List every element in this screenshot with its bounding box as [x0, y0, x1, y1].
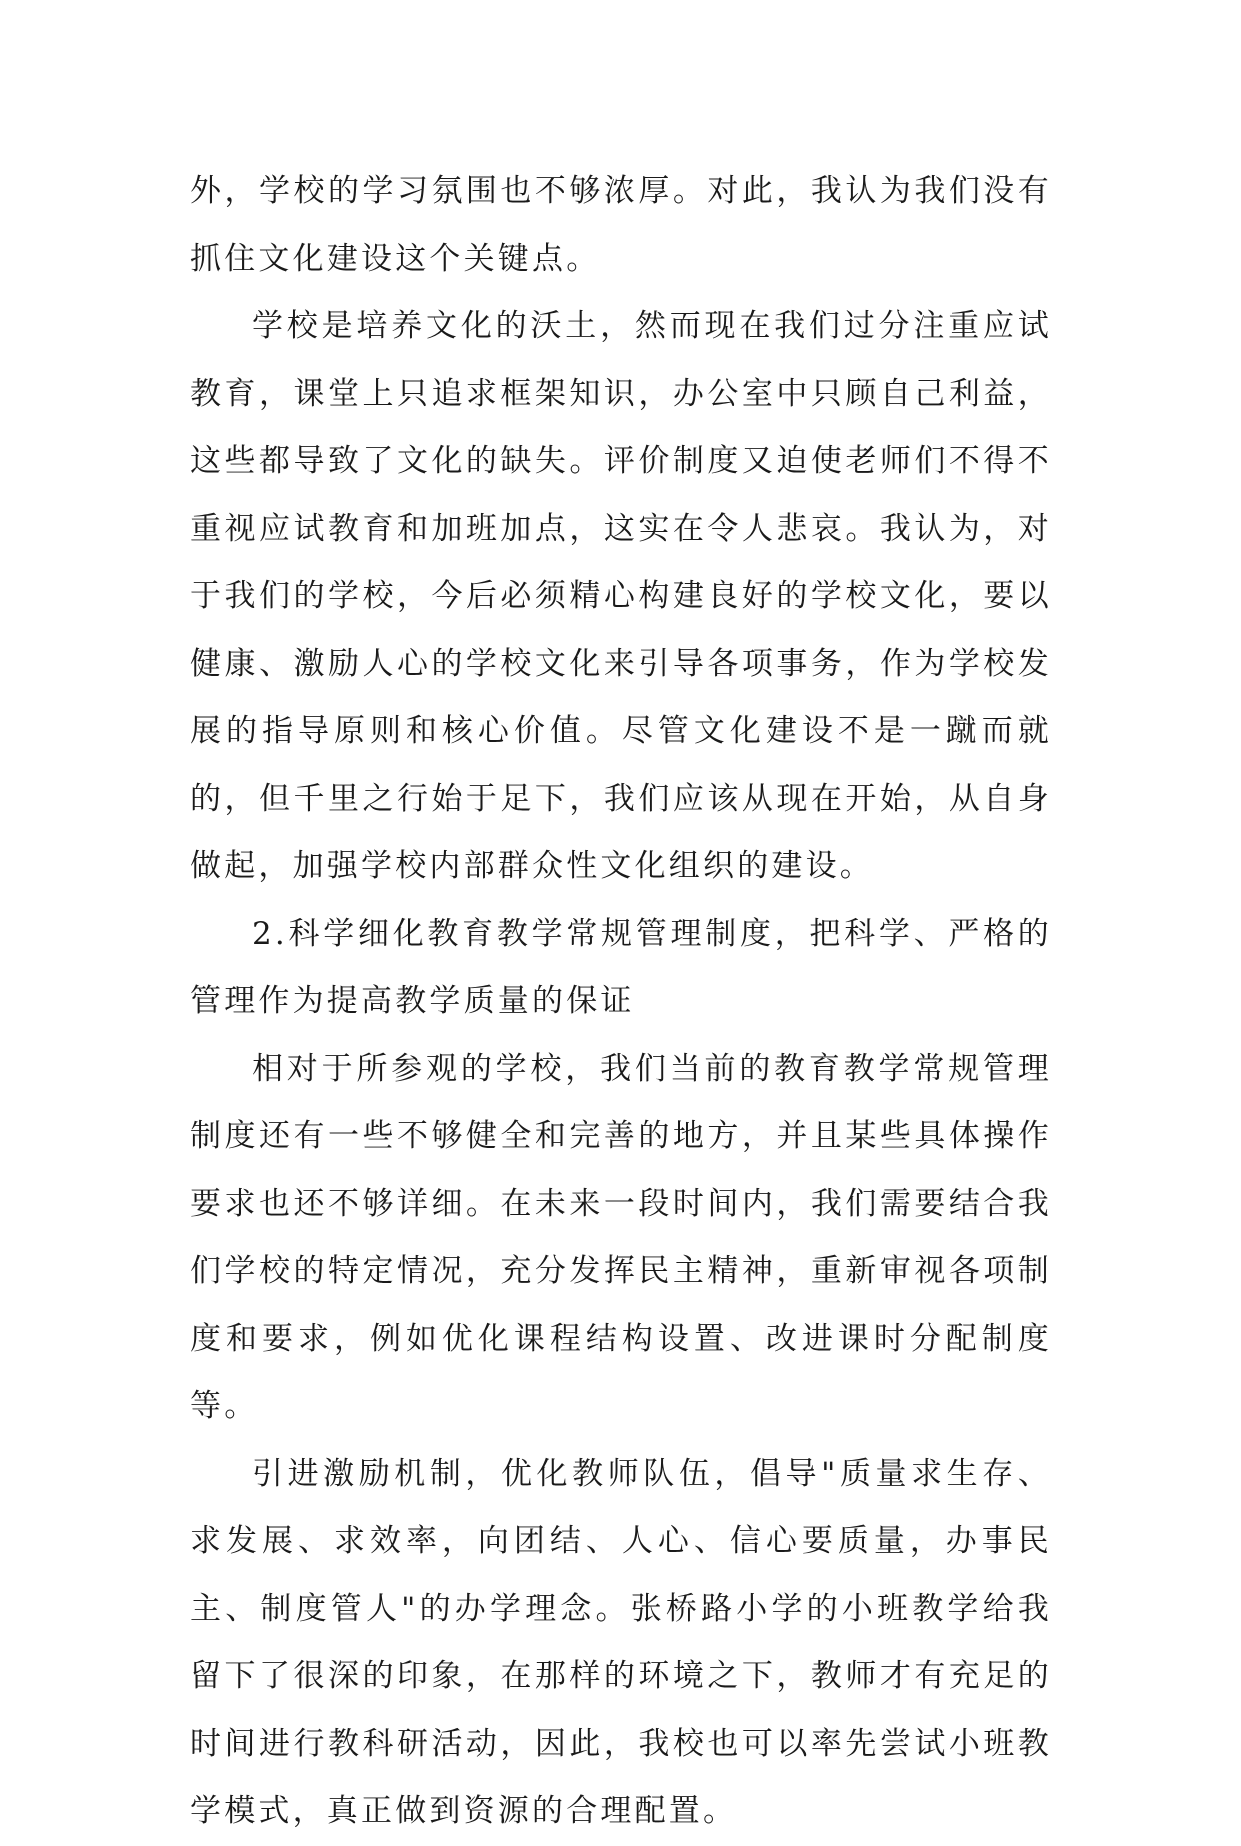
paragraph-1: 外，学校的学习氛围也不够浓厚。对此，我认为我们没有抓住文化建设这个关键点。	[190, 173, 1052, 277]
document-body	[190, 158, 1052, 1846]
section-heading: 2.科学细化教育教学常规管理制度，把科学、严格的管理作为提高教学质量的保证	[190, 915, 1052, 1019]
paragraph-3: 相对于所参观的学校，我们当前的教育教学常规管理制度还有一些不够健全和完善的地方，并且某些具体操作要求也还不够详细。在未来一段时间内，我们需要结合我们学校的特定情况，充分发挥民主精神，重新审视各项制度和要求，例如优化课程结构设置、改进课时分配制度等。	[190, 1050, 1052, 1424]
paragraph-4: 引进激励机制，优化教师队伍，倡导"质量求生存、求发展、求效率，向团结、人心、信心要质量，办事民主、制度管人"的办学理念。张桥路小学的小班教学给我留下了很深的印象，在那样的环境之下，教师才有充足的时间进行教科研活动，因此，我校也可以率先尝试小班教学模式，真正做到资源的合理配置。	[190, 1455, 1052, 1829]
paragraph-2: 学校是培养文化的沃土，然而现在我们过分注重应试教育，课堂上只追求框架知识，办公室中只顾自己利益，这些都导致了文化的缺失。评价制度又迫使老师们不得不重视应试教育和加班加点，这实在令人悲哀。我认为，对于我们的学校，今后必须精心构建良好的学校文化，要以健康、激励人心的学校文化来引导各项事务，作为学校发展的指导原则和核心价值。尽管文化建设不是一蹴而就的，但千里之行始于足下，我们应该从现在开始，从自身做起，加强学校内部群众性文化组织的建设。	[190, 308, 1052, 884]
